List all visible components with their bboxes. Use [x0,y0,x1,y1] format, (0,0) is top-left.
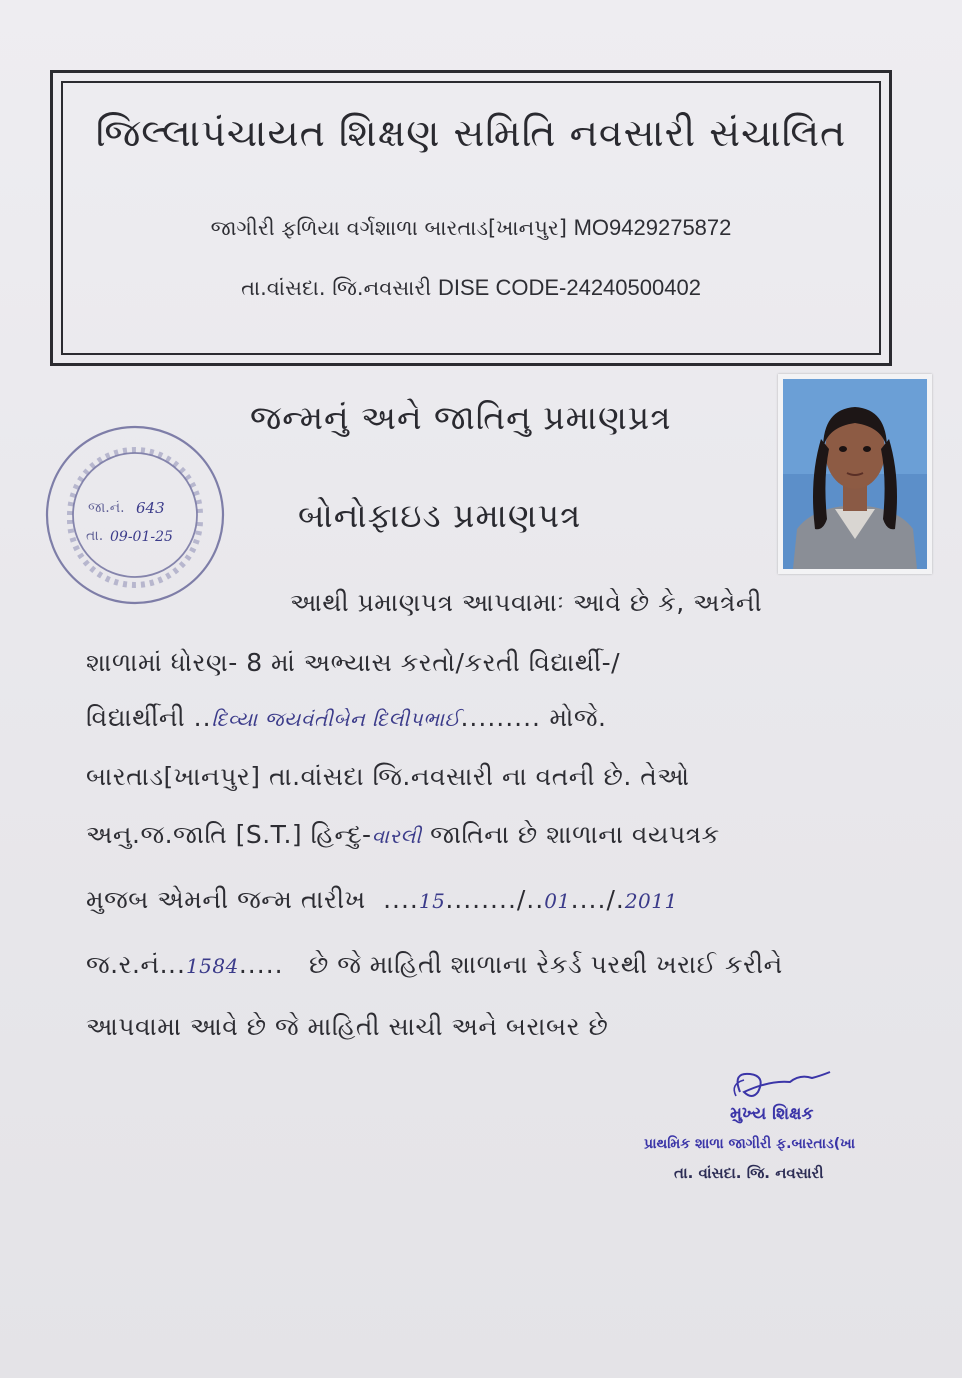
signature-school: પ્રાથમિક શાળા જાગીરી ફ.બારતાડ(ખા [644,1136,856,1152]
label-caste-suffix: જાતિના છે શાળાના વયપત્રક [430,820,720,849]
school-stamp [40,420,230,610]
body-line-2: શાળામાં ધોરણ- 8 માં અભ્યાસ કરતો/કરતી વિદ્યાર્થી-/ [86,648,621,677]
body-line-6: મુજબ એમની જન્મ તારીખ ....15......../..01..../.2011 [86,885,678,914]
certificate-subtitle: બોનોફાઇડ પ્રમાણપત્ર [298,496,582,535]
body-line-8: આપવામા આવે છે જે માહિતી સાચી અને બરાબર છે [86,1012,609,1041]
school-name: જાગીરી ફળિયા વર્ગશાળા બારતાડ[ખાનપુર] [210,216,567,240]
student-name: દિવ્યા જયવંતીબેન દિલીપભાઈ [211,707,461,731]
body-line-3: વિદ્યાર્થીની ..દિવ્યા જયવંતીબેન દિલીપભાઈ......... મોજે. [86,703,607,732]
dise-code: DISE CODE-24240500402 [438,275,701,300]
stamp-date-label: તા. [86,528,104,544]
header-inner-border [61,81,881,355]
label-register: જ.ર.નં. [86,950,169,979]
stamp-date-value: 09-01-25 [110,529,173,545]
stamp-number-value: 643 [136,499,165,517]
student-photo [778,374,932,574]
header-title: જિલ્લાપંચાયત શિક્ષણ સમિતિ નવસારી સંચાલિત [95,111,847,155]
header-box [50,70,892,366]
label-village: મોજે. [549,703,607,732]
caste-value: વારલી [371,824,422,848]
dob-day: 15 [418,889,446,913]
label-category: અનુ.જ.જાતિ [S.T.] હિન્દુ- [86,820,372,849]
body-line-4: બારતાડ[ખાનપુર] તા.વાંસદા જિ.નવસારી ના વતની છે. તેઓ [86,762,690,791]
body-line-5 [86,820,720,850]
label-register-suffix: છે જે માહિતી શાળાના રેકર્ડ પરથી ખરાઈ કરીને [308,950,783,979]
label-dob: મુજબ એમની જન્મ તારીખ [86,885,366,914]
principal-signature-block [640,1062,930,1192]
dob-year: 2011 [624,889,678,913]
certificate-title: જન્મનું અને જાતિનુ પ્રમાણપ્રત્ર [250,398,672,437]
signature-place: તા. વાંસદા. જિ. નવસારી [674,1164,824,1182]
mobile-number: MO9429275872 [573,215,732,240]
dob-month: 01 [544,889,571,913]
header-school-line [63,215,879,241]
address: તા.વાંસદા. જિ.નવસારી [241,276,432,300]
body-line-7: જ.ર.નં...1584..... છે જે માહિતી શાળાના રેકર્ડ પરથી ખરાઈ કરીને [86,950,783,979]
stamp-number-label: જા.નં. [88,500,125,516]
signature-title: મુખ્ય શિક્ષક [730,1104,814,1124]
register-number: 1584 [185,954,239,978]
body-line-1: આથી પ્રમાણપત્ર આપવામાઃ આવે છે કે, અત્રેની [290,588,763,617]
label-student: વિદ્યાર્થીની [86,703,186,732]
header-address-line [63,275,879,301]
